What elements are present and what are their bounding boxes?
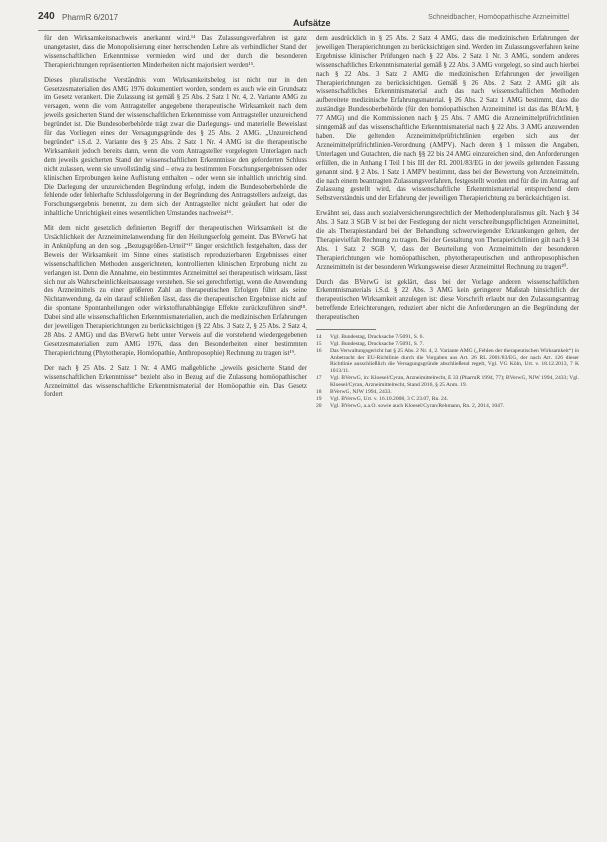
footnote <box>316 396 579 403</box>
header-rule <box>38 30 569 31</box>
footnote-text: BVerwG, NJW 1994, 2433. <box>330 388 392 395</box>
footnote-text: Das Verwaltungsgericht hat § 25 Abs. 2 Nr. 4, 2. Variante AMG („Fehlen der therapeutischen Wirksamkeit“) in Anbetracht der EU-Richtlinie durch die Vorgaben aus Art. 26 RL 2001/83/EG, der nach Art. 126 dieser Richtlinie ausschließlich die Versagungsgründe abschließend regelt, Vgl. VG Köln, Urt. v. 18.12.2013, 7 K 1013/11. <box>330 348 579 375</box>
footnote-number: 16 <box>316 348 322 355</box>
footnote-rule <box>316 329 376 330</box>
paragraph: dem ausdrücklich in § 25 Abs. 2 Satz 4 AMG, dass die medizinischen Erfahrungen der jeweiligen Therapierichtungen zu berücksichtigen sind. Werden im Zulassungsverfahren keine Ergebnisse klinischer Prüfungen nach § 22 Abs. 2 Satz 1 Nr. 3 AMG, sondern anderes wissenschaftliches Erkenntnismaterial gemäß § 22 Abs. 3 AMG vorgelegt, so sind auch hierbei nach § 22 Abs. 3 Satz 2 AMG die medizinischen Erfahrungen der jeweiligen Therapierichtungen zu berücksichtigen. Gemäß § 26 Abs. 2 Satz 2 AMG gilt als wissenschaftliches Erkenntnismaterial auch das nach wissenschaftlichen Methoden aufbereitete medizinische Erfahrungsmaterial. § 26 Abs. 2 Satz 1 AMG bestimmt, dass die zuständige Bundesoberbehörde (für den homöopathischen Arzneimittel ist das das BfArM, § 77 AMG) und die Kommissionen nach § 25 Abs. 7 AMG die Arzneimittelprüfrichtlinien sinngemäß auf das wissenschaftliche Erkenntnismaterial nach § 22 Abs. 3 AMG anzuwenden haben. Die geltenden Arzneimittelprüfrichtlinien ergeben sich aus der Arzneimittelprüfrichtlinien-Verordnung (AMPV). Nach deren § 1 müssen die Angaben, Unterlagen und Gutachten, die nach §§ 22 bis 24 AMG einzureichen sind, den Anforderungen erfüllen, die in Anhang I Teil I bis III der RL 2001/83/EG in der jeweils geltenden Fassung genannt sind. § 2 Abs. 1 Satz 1 AMPV bestimmt, dass bei der Bewertung von Arzneimitteln, die nach einem beantragten Zulassungsverfahren, festgestellt worden und für die im Antrag auf Zulassung gestellt wird, das wissenschaftliche Erkenntnismaterial entsprechend dem Selbstverständnis und der Erfahrung der jeweiligen Therapierichtung zu berücksichtigen ist. <box>316 35 579 203</box>
footnote-text: Vgl. BVerwG, a.a.O. sowie auch Kloesel/Cyran/Rehmann, Rn. 2, 2014, 1047. <box>330 403 505 410</box>
footnote <box>316 403 579 410</box>
paragraph: Mit dem nicht gesetzlich definierten Begriff der therapeutischen Wirksamkeit ist die Ursächlichkeit der Arzneimittelanwendung für den Heilungserfolg gemeint. Das BVerwG hat in Anknüpfung an den sog. „Bezugsgrößen-Urteil“¹⁷ länger ersichtlich festgehalten, dass der Beweis der Wirksamkeit im Sinne eines statistisch reproduzierbaren Ergebnisses einer wissenschaftlichen Methoden ausgerichteten, kontrollierten klinischen Erprobung nicht zu verlangen ist. Denn die Annahme, ein bestimmtes Arzneimittel sei therapeutisch wirksam, lässt sich nur als Wahrscheinlichkeitsaussage verstehen. Sie sei gerechtfertigt, wenn die Anwendung des Arzneimittels zu einer größeren Zahl an therapeutischen Erfolgen führt als seine Nichtanwendung, da ein darauf schließen lässt, dass die therapeutischen Ergebnisse nicht auf die spontane Spontanheilungen oder wirkstoffunabhängige Effekte zurückzuführen sind¹⁸. Dabei sind alle wissenschaftlichen Erkenntnismaterialien, auch die medizinischen Erfahrungen der jeweiligen Therapierichtungen zu berücksichtigen (§ 22 Abs. 3 Satz 2, § 25 Abs. 2 Satz 4, 28 Abs. 2 AMG) und das BVerwG hebt unter Verweis auf die vorstehend wiedergegebenen Gesetzesmaterialien zum AMG 1976, dass den Besonderheiten einer bestimmten Therapierichtung (Phytotherapie, Homöopathie, Anthroposophie) Rechnung zu tragen ist¹⁹. <box>44 225 307 357</box>
page-header <box>38 8 569 30</box>
paragraph: Dieses pluralistische Verständnis vom Wirksamkeitsbeleg ist nicht nur in den Gesetzesmaterialien des AMG 1976 dokumentiert worden, sondern es auch wie ein Grundsatz im Gesetz verankert. Die Zulassung ist gemäß § 25 Abs. 2 Satz 1 Nr. 4, 2. Variante AMG zu versagen, wenn die vom Antragsteller angegebene therapeutische Wirksamkeit nach dem jeweils gesicherten Stand der wissenschaftlichen Erkenntnisse vom Antragsteller unzureichend begründet ist. Die Bundesoberbehörde trägt zwar die Darlegungs- und materielle Beweislast für das Vorliegen eines der Versagungsgründe des § 25 Abs. 2 AMG. „Unzureichend begründet“ i.S.d. 2. Variante des § 25 Abs. 2 Satz 1 Nr. 4 AMG ist die therapeutische Wirksamkeit jedoch bereits dann, wenn die vom Antragsteller vorgelegten Unterlagen nach dem jeweils gesicherten Stand der wissenschaftlichen Erkenntnisse den geforderten Schluss nicht zulassen, wenn sie unvollständig sind – etwa zu bestimmten Forschungsergebnissen oder klinischen Erprobungen keine Auflistung enthalten – oder wenn sie inhaltlich unrichtig sind. Die Darlegung der unzureichenden Begründung erfolgt, indem die Bundesoberbehörde die fehlende oder fehlerhafte Schlussfolgerung in der Begründung des Antragstellers aufzeigt, das Forschungsergebnis benennt, zu dem sich der Antragsteller nicht geäußert hat oder die inhaltliche Unrichtigkeit eines wesentlichen Umstandes nachweist¹⁶. <box>44 76 307 218</box>
footnote-text: Vgl. BVerwG, in: Kloesel/Cyran, Arzneimittelrecht, E 33 (PharmR 1994, 77); BVerwG, NJW 1994, 2433; Vgl. Kloesel/Cyran, Arzneimittelrecht, Stand 2016, § 25 Anm. 19. <box>330 375 579 388</box>
footnote-number: 14 <box>316 334 322 341</box>
running-title: Schneidbacher, Homöopathische Arzneimittel <box>428 14 569 21</box>
footnote-number: 18 <box>316 388 322 395</box>
footnote-number: 20 <box>316 403 322 410</box>
section-title: Aufsätze <box>293 18 331 28</box>
footnote-text: Vgl. Bundestag, Drucksache 7/5091, S. 7. <box>330 341 424 348</box>
journal-issue: PharmR 6/2017 <box>62 13 119 22</box>
footnote-number: 15 <box>316 341 322 348</box>
footnote <box>316 334 579 341</box>
right-column <box>316 35 579 410</box>
footnote-text: Vgl. Bundestag, Drucksache 7/5091, S. 6. <box>330 334 424 341</box>
footnote <box>316 341 579 348</box>
footnotes <box>316 334 579 410</box>
footnote-number: 19 <box>316 395 322 402</box>
footnote <box>316 348 579 374</box>
footnote <box>316 389 579 396</box>
paragraph: Durch das BVerwG ist geklärt, dass bei der Vorlage anderen wissenschaftlichen Erkenntnismaterials i.S.d. § 22 Abs. 3 AMG kein geringerer Maßstab hinsichtlich der therapeutischen Wirksamkeit anzulegen ist: diese Vorschrift erlaubt nur den Zulassungsantrag betreffende Erleichterungen, reduziert aber nicht die Anforderungen an die Begründung der therapeutischen <box>316 278 579 322</box>
footnote-text: Vgl. BVerwG, Urt. v. 16.10.2008, 3 C 23.07, Rn. 24. <box>330 395 449 402</box>
paragraph: Der nach § 25 Abs. 2 Satz 1 Nr. 4 AMG maßgebliche „jeweils gesicherte Stand der wissenschaftlichen Erkenntnisse“ bezieht also in Bezug auf die Zulassung homöopathischer Arzneimittel das wissenschaftliche Erkenntnismaterial der Homöopathie ein. Das Gesetz fordert <box>44 364 307 399</box>
footnote-number: 17 <box>316 375 322 382</box>
page-number: 240 <box>38 11 55 22</box>
left-column <box>44 35 307 406</box>
footnote <box>316 375 579 388</box>
paragraph: für den Wirksamkeitsnachweis anerkannt wird.¹⁴ Das Zulassungsverfahren ist ganz unangetastet, dass die Monopolisierung einer herrschenden Lehre als verbindlicher Stand der wissenschaftlichen Erkenntnisse vermieden wird und der durch die besonderen Therapierichtungen repräsentierten Minderheiten nicht majorisiert werden¹⁵. <box>44 35 307 69</box>
paragraph: Erwähnt sei, dass auch sozialversicherungsrechtlich der Methodenpluralismus gilt. Nach § 34 Abs. 3 Satz 3 SGB V ist bei der Festlegung der nicht verschreibungspflichtigen Arzneimittel, die als Therapiestandard bei der Behandlung schwerwiegender Erkrankungen gelten, der Therapievielfalt Rechnung zu tragen. Bei der Gestaltung von Therapierichtlinien gilt nach § 34 Abs. 1 Satz 2 SGB V, dass der Beurteilung von Arzneimitteln der besonderen Therapierichtungen wie homöopathischen, phytotherapeutischen und anthroposophischen Arzneimitteln ist der besonderen Wirkungsweise dieser Arzneimittel Rechnung zu tragen²⁰. <box>316 210 579 271</box>
